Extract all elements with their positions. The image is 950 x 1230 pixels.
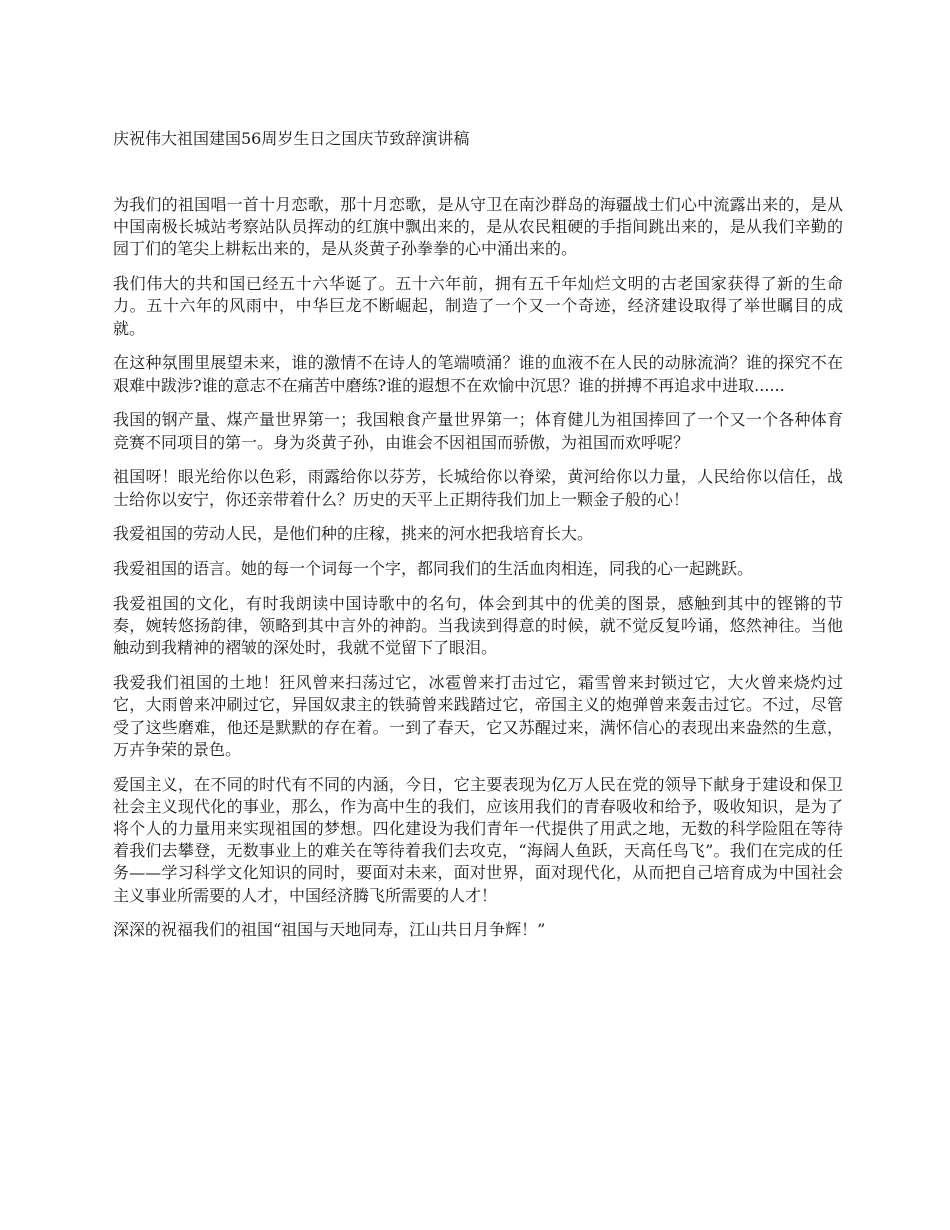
paragraph: 祖国呀！眼光给你以色彩，雨露给你以芬芳，长城给你以脊梁，黄河给你以力量，人民给你以信任，战士给你以安宁，你还亲带着什么？历史的天平上正期待我们加上一颗金子般的心！ bbox=[113, 467, 843, 509]
paragraph: 爱国主义，在不同的时代有不同的内涵，今日，它主要表现为亿万人民在党的领导下献身于建设和保卫社会主义现代化的事业，那么，作为高中生的我们，应该用我们的青春吸收和给予，吸收知识，是为了将个人的力量用来实现祖国的梦想。四化建设为我们青年一代提供了用武之地，无数的科学险阻在等待着我们去攀登，无数事业上的难关在等待着我们去攻克，“海阔人鱼跃，天高任鸟飞”。我们在完成的任务——学习科学文化知识的同时，要面对未来，面对世界，面对现代化，从而把自己培育成为中国社会主义事业所需要的人才，中国经济腾飞所需要的人才！ bbox=[113, 774, 843, 905]
paragraph: 在这种氛围里展望未来，谁的激情不在诗人的笔端喷涌？谁的血液不在人民的动脉流淌？谁的探究不在艰难中跋涉?谁的意志不在痛苦中磨练?谁的遐想不在欢愉中沉思？谁的拼搏不再追求中进取...... bbox=[113, 353, 843, 395]
paragraph: 为我们的祖国唱一首十月恋歌，那十月恋歌，是从守卫在南沙群岛的海疆战士们心中流露出来的，是从中国南极长城站考察站队员挥动的红旗中飘出来的，是从农民粗硬的手指间跳出来的，是从我们辛勤的园丁们的笔尖上耕耘出来的，是从炎黄子孙拳拳的心中涌出来的。 bbox=[113, 195, 843, 259]
document-title: 庆祝伟大祖国建国56周岁生日之国庆节致辞演讲稿 bbox=[113, 129, 470, 148]
paragraph: 我爱祖国的语言。她的每一个词每一个字，都同我们的生活血肉相连，同我的心一起跳跃。 bbox=[113, 559, 754, 579]
paragraph: 我爱祖国的文化，有时我朗读中国诗歌中的名句，体会到其中的优美的图景，感触到其中的铿锵的节奏，婉转悠扬韵律，领略到其中言外的神韵。当我读到得意的时候，就不觉反复吟诵，悠然神往。当他触动到我精神的褶皱的深处时，我就不觉留下了眼泪。 bbox=[113, 594, 843, 658]
paragraph: 我们伟大的共和国已经五十六华诞了。五十六年前，拥有五千年灿烂文明的古老国家获得了新的生命力。五十六年的风雨中，中华巨龙不断崛起，制造了一个又一个奇迹，经济建设取得了举世瞩目的成就。 bbox=[113, 274, 843, 338]
paragraph: 我爱祖国的劳动人民，是他们种的庄稼，挑来的河水把我培育长大。 bbox=[113, 524, 594, 544]
paragraph: 我国的钢产量、煤产量世界第一；我国粮食产量世界第一；体育健儿为祖国捧回了一个又一个各种体育竞赛不同项目的第一。身为炎黄子孙，由谁会不因祖国而骄傲，为祖国而欢呼呢？ bbox=[113, 410, 843, 452]
document-body bbox=[113, 194, 843, 954]
paragraph: 深深的祝福我们的祖国“祖国与天地同寿，江山共日月争辉！” bbox=[113, 920, 546, 940]
paragraph: 我爱我们祖国的土地！狂风曾来扫荡过它，冰雹曾来打击过它，霜雪曾来封锁过它，大火曾来烧灼过它，大雨曾来冲刷过它，异国奴隶主的铁骑曾来践踏过它，帝国主义的炮弹曾来轰击过它。不过，尽管受了这些磨难，他还是默默的存在着。一到了春天，它又苏醒过来，满怀信心的表现出来盎然的生意，万卉争荣的景色。 bbox=[113, 673, 843, 759]
